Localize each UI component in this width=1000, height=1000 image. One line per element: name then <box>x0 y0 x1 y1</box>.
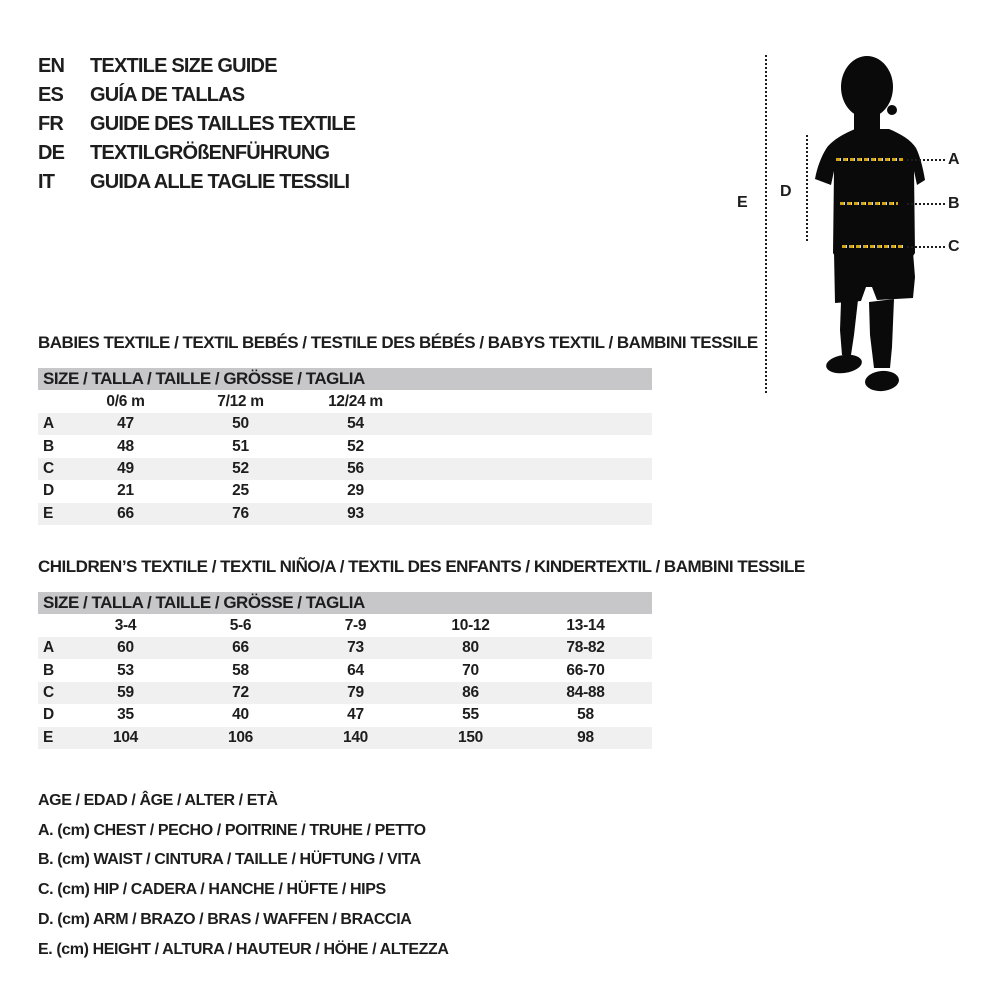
table-cell: 47 <box>347 706 364 724</box>
table-cell: 58 <box>577 706 594 724</box>
marker-chest: A <box>948 151 960 168</box>
language-title: TEXTILE SIZE GUIDE <box>90 55 277 77</box>
table-cell: 70 <box>462 661 479 679</box>
language-code: IT <box>38 171 55 193</box>
column-header-row <box>38 390 652 413</box>
table-cell: 64 <box>347 661 364 679</box>
table-cell: 104 <box>113 728 138 746</box>
table-cell: 93 <box>347 504 364 522</box>
table-row <box>38 480 652 502</box>
table-cell: 78-82 <box>566 639 605 657</box>
legend-line: C. (cm) HIP / CADERA / HANCHE / HÜFTE / HIPS <box>38 881 386 899</box>
child-silhouette-figure <box>813 55 930 395</box>
table-row <box>38 659 652 681</box>
table-cell: 66-70 <box>566 661 605 679</box>
table-row <box>38 637 652 659</box>
table-cell: 79 <box>347 683 364 701</box>
table-cell: 53 <box>117 661 134 679</box>
table-cell: 56 <box>347 459 364 477</box>
chest-line-connector <box>907 159 945 161</box>
row-label: B <box>43 437 54 455</box>
column-header: 7/12 m <box>217 392 264 410</box>
children-table-body <box>38 614 652 749</box>
language-title: GUÍA DE TALLAS <box>90 84 245 106</box>
table-row <box>38 435 652 457</box>
table-cell: 55 <box>462 706 479 724</box>
column-header: 13-14 <box>566 616 605 634</box>
children-size-table <box>38 592 652 749</box>
table-cell: 21 <box>117 482 134 500</box>
marker-hip: C <box>948 238 960 255</box>
table-cell: 52 <box>232 459 249 477</box>
legend-line: A. (cm) CHEST / PECHO / POITRINE / TRUHE / PETTO <box>38 821 426 839</box>
arm-measure-line <box>806 135 808 241</box>
column-header: 3-4 <box>114 616 137 634</box>
table-row <box>38 682 652 704</box>
table-header-bar: SIZE / TALLA / TAILLE / GRÖSSE / TAGLIA <box>38 592 652 614</box>
language-list <box>38 52 355 197</box>
hip-line-connector <box>907 246 945 248</box>
table-cell: 66 <box>232 639 249 657</box>
language-title: GUIDE DES TAILLES TEXTILE <box>90 113 356 135</box>
row-label: A <box>43 639 54 657</box>
table-cell: 86 <box>462 683 479 701</box>
column-header: 7-9 <box>344 616 367 634</box>
legend-line: D. (cm) ARM / BRAZO / BRAS / WAFFEN / BRACCIA <box>38 911 412 929</box>
table-cell: 25 <box>232 482 249 500</box>
table-row <box>38 503 652 525</box>
table-cell: 72 <box>232 683 249 701</box>
language-code: DE <box>38 142 65 164</box>
row-label: E <box>43 728 54 746</box>
table-cell: 51 <box>232 437 249 455</box>
table-cell: 40 <box>232 706 249 724</box>
row-label: E <box>43 504 54 522</box>
language-title: GUIDA ALLE TAGLIE TESSILI <box>90 171 350 193</box>
column-header: 12/24 m <box>328 392 383 410</box>
waist-dotted-line <box>840 202 898 205</box>
table-cell: 98 <box>577 728 594 746</box>
column-header: 0/6 m <box>106 392 145 410</box>
table-cell: 54 <box>347 415 364 433</box>
table-cell: 76 <box>232 504 249 522</box>
table-cell: 50 <box>232 415 249 433</box>
language-code: EN <box>38 55 65 77</box>
row-label: C <box>43 683 54 701</box>
table-cell: 60 <box>117 639 134 657</box>
language-row <box>38 52 355 81</box>
row-label: C <box>43 459 54 477</box>
row-label: D <box>43 482 54 500</box>
table-row <box>38 413 652 435</box>
table-row <box>38 704 652 726</box>
marker-waist: B <box>948 195 960 212</box>
table-cell: 106 <box>228 728 253 746</box>
table-cell: 80 <box>462 639 479 657</box>
babies-table-body <box>38 390 652 525</box>
table-cell: 150 <box>458 728 483 746</box>
table-cell: 47 <box>117 415 134 433</box>
child-silhouette <box>815 56 925 392</box>
measurement-legend <box>38 786 449 965</box>
table-cell: 58 <box>232 661 249 679</box>
legend-line: E. (cm) HEIGHT / ALTURA / HAUTEUR / HÖHE / ALTEZZA <box>38 940 449 958</box>
table-cell: 84-88 <box>566 683 605 701</box>
table-cell: 66 <box>117 504 134 522</box>
language-row <box>38 139 355 168</box>
legend-line: B. (cm) WAIST / CINTURA / TAILLE / HÜFTUNG / VITA <box>38 851 421 869</box>
babies-size-table <box>38 368 652 525</box>
children-section-title: CHILDREN’S TEXTILE / TEXTIL NIÑO/A / TEXTIL DES ENFANTS / KINDERTEXTIL / BAMBINI TESSILE <box>38 557 805 576</box>
language-row <box>38 110 355 139</box>
waist-line-connector <box>907 203 945 205</box>
column-header: 10-12 <box>451 616 490 634</box>
row-label: D <box>43 706 54 724</box>
language-row <box>38 81 355 110</box>
chest-dotted-line <box>836 158 903 161</box>
table-cell: 48 <box>117 437 134 455</box>
legend-line: AGE / EDAD / ÂGE / ALTER / ETÀ <box>38 791 278 809</box>
height-measure-line <box>765 55 767 393</box>
table-cell: 73 <box>347 639 364 657</box>
column-header-row <box>38 614 652 637</box>
table-cell: 49 <box>117 459 134 477</box>
language-code: FR <box>38 113 64 135</box>
table-row <box>38 458 652 480</box>
row-label: B <box>43 661 54 679</box>
language-title: TEXTILGRÖßENFÜHRUNG <box>90 142 330 164</box>
language-code: ES <box>38 84 64 106</box>
table-cell: 52 <box>347 437 364 455</box>
table-header-bar: SIZE / TALLA / TAILLE / GRÖSSE / TAGLIA <box>38 368 652 390</box>
table-cell: 35 <box>117 706 134 724</box>
table-cell: 140 <box>343 728 368 746</box>
column-header: 5-6 <box>229 616 252 634</box>
marker-height: E <box>737 194 748 211</box>
babies-section-title: BABIES TEXTILE / TEXTIL BEBÉS / TESTILE DES BÉBÉS / BABYS TEXTIL / BAMBINI TESSILE <box>38 333 758 352</box>
table-cell: 29 <box>347 482 364 500</box>
table-cell: 59 <box>117 683 134 701</box>
table-row <box>38 727 652 749</box>
row-label: A <box>43 415 54 433</box>
language-row <box>38 168 355 197</box>
hip-dotted-line <box>842 245 904 248</box>
marker-arm: D <box>780 183 792 200</box>
